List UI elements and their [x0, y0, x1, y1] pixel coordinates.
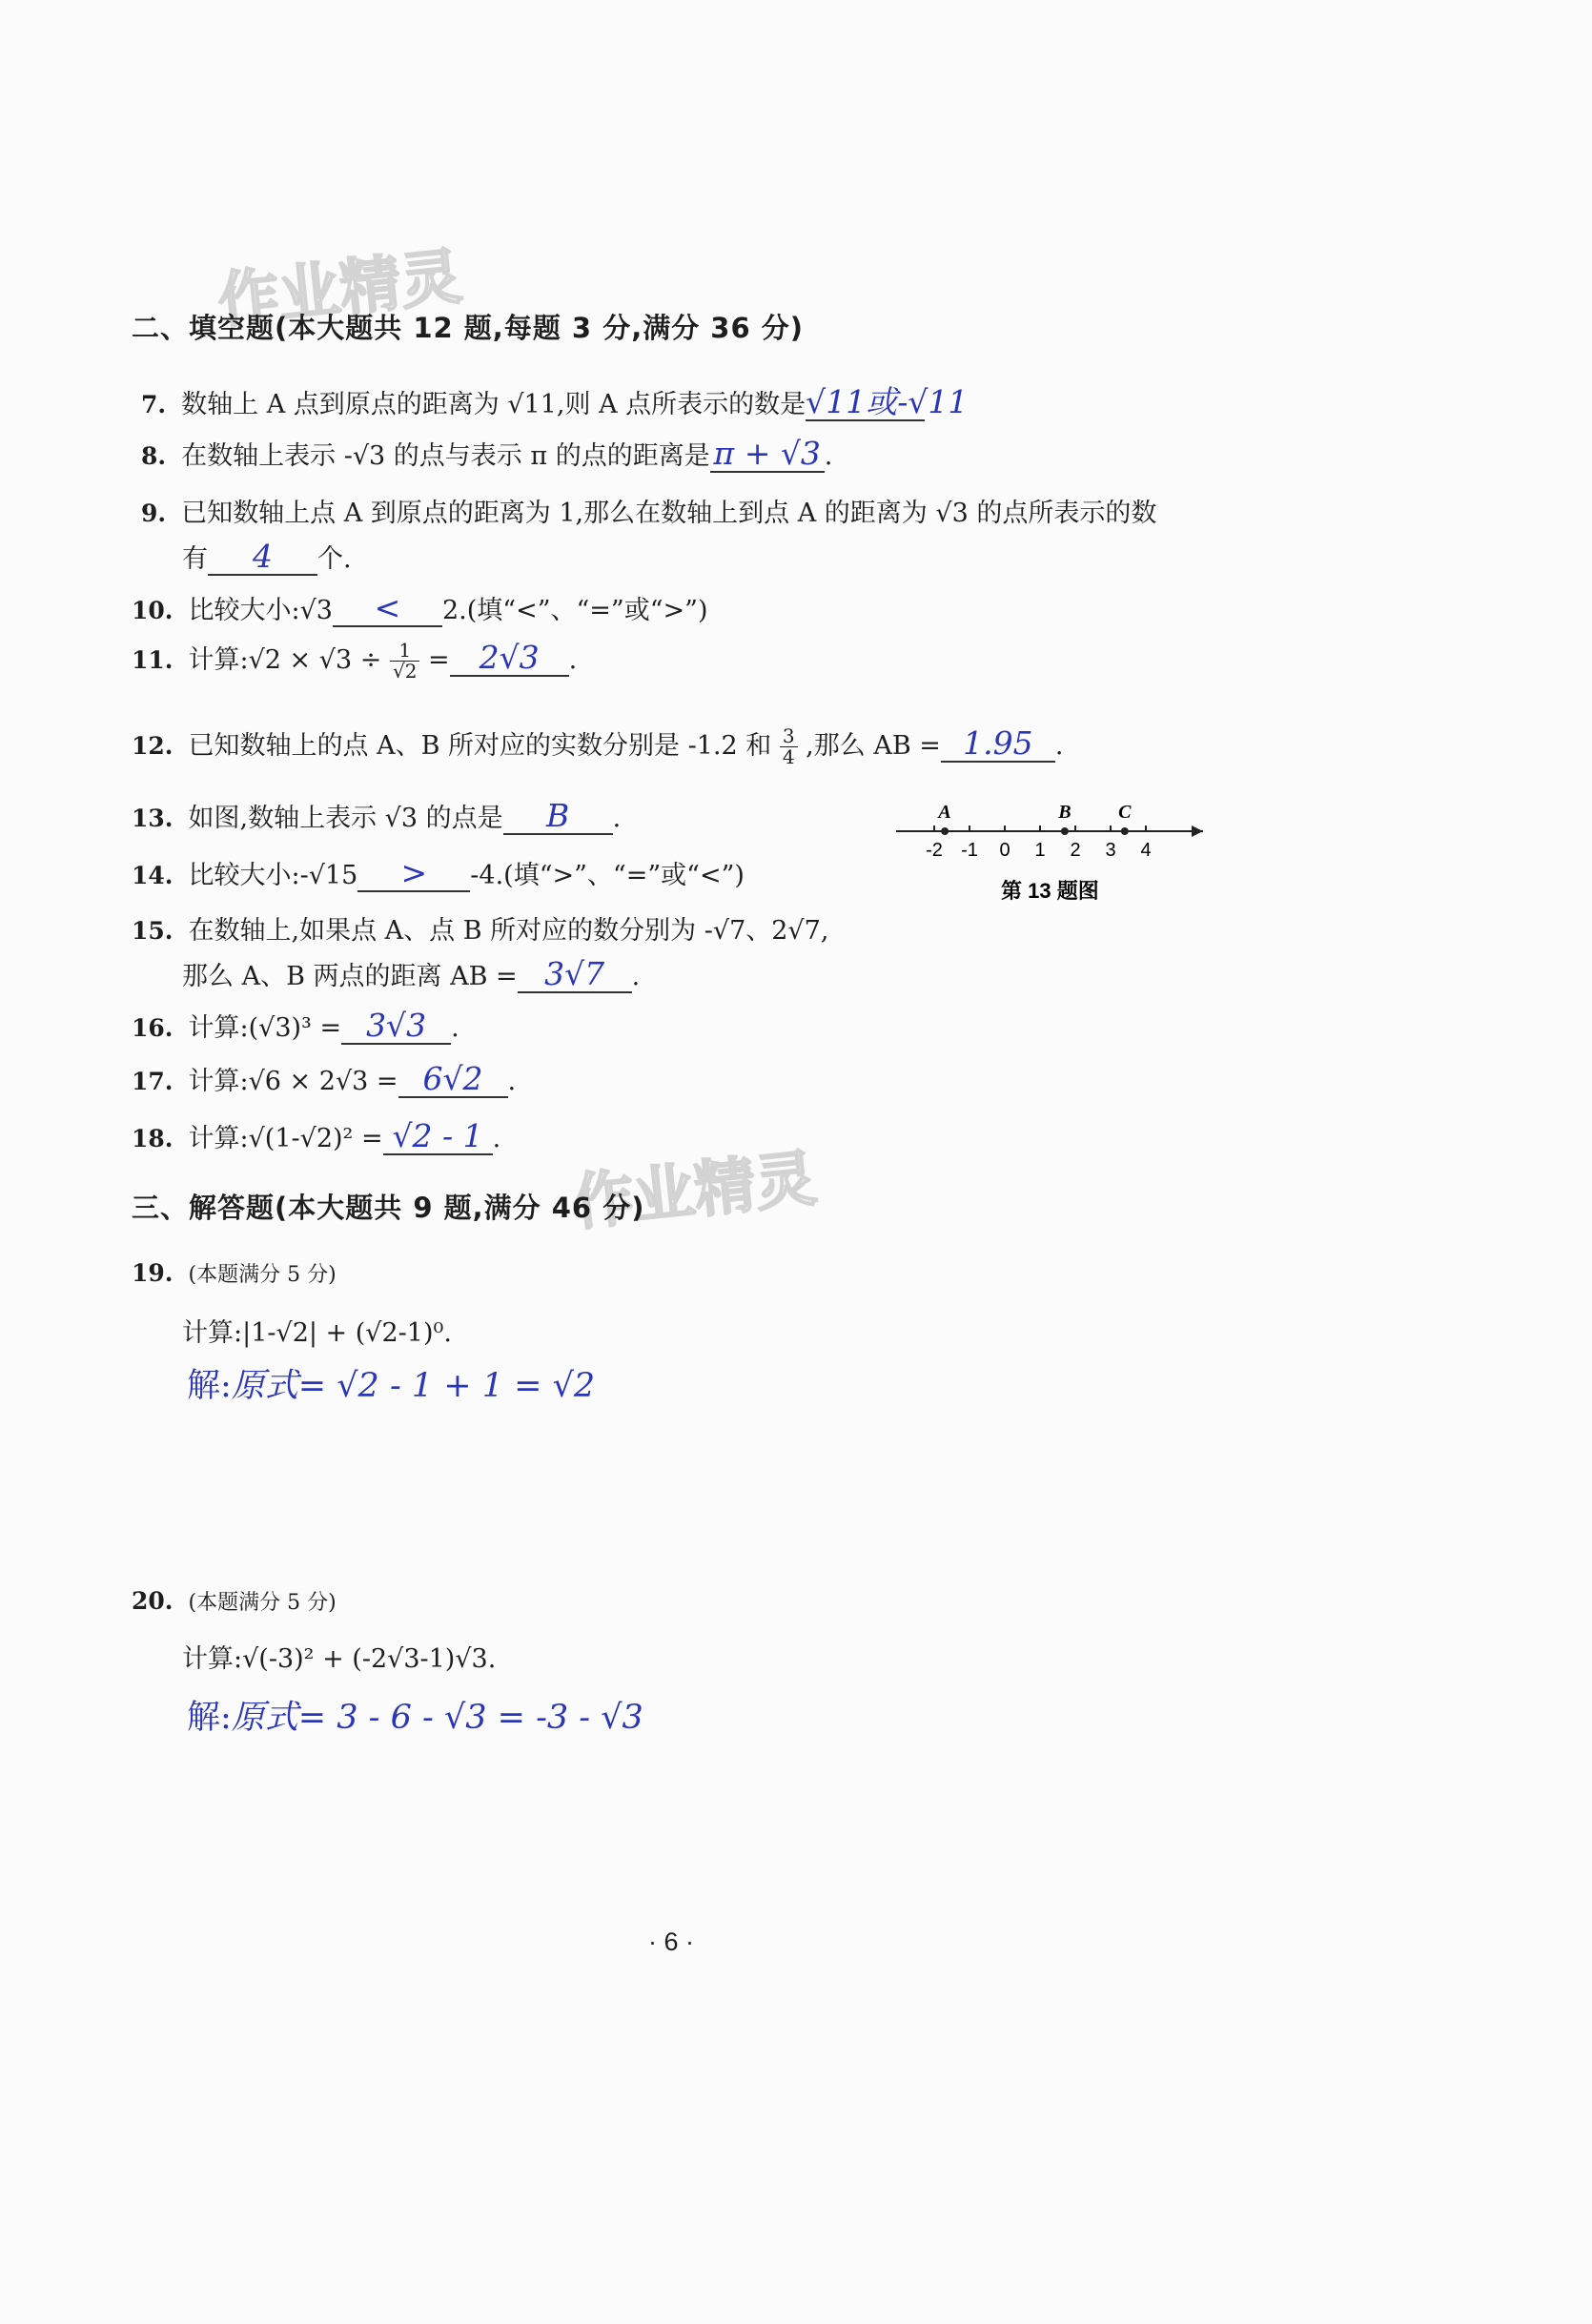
- question-15-line2: 那么 A、B 两点的距离 AB = 3√7 .: [182, 955, 641, 992]
- question-12-number: 12.: [132, 732, 173, 760]
- question-14-number: 14.: [132, 862, 173, 889]
- question-10-text-b: 2.(填“<”、“=”或“>”): [441, 596, 708, 625]
- question-9-line2: [182, 538, 352, 576]
- question-14: [132, 854, 745, 892]
- question-15-answer: 3√7: [544, 955, 605, 992]
- question-16-blank: [341, 1009, 451, 1045]
- question-14-blank: [357, 856, 470, 892]
- question-11: 11. 计算:√2 × √3 ÷ $\frac{1}{√2}$ = 2√3 .: [132, 639, 578, 683]
- question-9-text-2b: 个.: [317, 544, 352, 574]
- number-line-point-label: C: [1118, 802, 1132, 823]
- question-15-text: 在数轴上,如果点 A、点 B 所对应的数分别为 -√7、2√7,: [188, 916, 829, 946]
- question-8-blank: [710, 437, 825, 473]
- question-19-number: 19.: [132, 1259, 173, 1287]
- question-20-problem: 计算:√(-3)² + (-2√3-1)√3.: [182, 1644, 497, 1674]
- question-16-answer: 3√3: [366, 1007, 427, 1044]
- question-8-answer: π + √3: [713, 435, 821, 472]
- question-19-solution: [187, 1359, 595, 1407]
- question-9-text: 已知数轴上点 A 到原点的距离为 1,那么在数轴上到点 A 的距离为 √3 的点所表示的数: [181, 499, 1157, 528]
- question-20-solution-lead: 解:: [187, 1699, 232, 1737]
- question-17: 17. 计算:√6 × 2√3 = 6√2 .: [132, 1060, 517, 1097]
- question-14-text-a: 比较大小:-√15: [188, 861, 358, 890]
- question-15: [132, 909, 828, 947]
- question-10-blank: [333, 591, 442, 627]
- question-17-answer: 6√2: [422, 1060, 483, 1097]
- question-20-number: 20.: [132, 1587, 173, 1615]
- number-line-point: [1061, 827, 1069, 835]
- question-12: 12. 已知数轴上的点 A、B 所对应的实数分别是 -1.2 和 $\frac{3}{4}$ ,那么 AB = 1.95 .: [132, 724, 1064, 768]
- question-12-text-b: ,那么 AB =: [806, 731, 941, 761]
- question-7-answer: √11或-√11: [806, 383, 969, 420]
- section-3-title: 三、解答题(本大题共 9 题,满分 46 分): [132, 1192, 645, 1224]
- watermark-middle: 作业精灵: [569, 1143, 820, 1240]
- question-17-text: 计算:√6 × 2√3 =: [188, 1067, 398, 1096]
- number-line-tick-label: -2: [926, 840, 943, 861]
- question-11-fraction: $\frac{1}{√2}$: [390, 641, 419, 682]
- question-18: 18. 计算:√(1-√2)² = √2 - 1 .: [132, 1117, 501, 1154]
- question-11-blank: [450, 641, 569, 677]
- question-10-answer: <: [374, 589, 401, 626]
- question-20-solution-text: 原式= 3 - 6 - √3 = -3 - √3: [231, 1699, 643, 1737]
- question-13-text: 如图,数轴上表示 √3 的点是: [188, 804, 503, 833]
- question-17-number: 17.: [132, 1068, 173, 1095]
- question-8-number: 8.: [141, 442, 167, 470]
- watermark-top: 作业精灵: [214, 241, 465, 338]
- number-line-tick-label: 0: [999, 840, 1010, 861]
- question-19-score: (本题满分 5 分): [188, 1263, 337, 1287]
- question-9-number: 9.: [141, 499, 167, 527]
- question-20-score: (本题满分 5 分): [188, 1591, 337, 1615]
- question-13: 13. 如图,数轴上表示 √3 的点是 B .: [132, 797, 622, 834]
- question-14-answer: >: [400, 854, 428, 891]
- question-9-answer: 4: [253, 538, 273, 575]
- number-line-point-label: A: [938, 802, 951, 823]
- question-12-fraction: $\frac{3}{4}$: [780, 726, 798, 767]
- question-19-solution-lead: 解:: [187, 1367, 232, 1405]
- question-20-solution: [187, 1691, 643, 1739]
- question-19: [132, 1258, 337, 1288]
- question-16: 16. 计算:(√3)³ = 3√3 .: [132, 1007, 459, 1044]
- question-19-problem: 计算:|1-√2| + (√2-1)⁰.: [182, 1318, 452, 1348]
- question-7-number: 7.: [141, 391, 167, 418]
- number-line-tick-label: 2: [1070, 840, 1081, 861]
- question-14-text-b: -4.(填“>”、“=”或“<”): [470, 861, 745, 890]
- question-10-text-a: 比较大小:√3: [188, 596, 333, 625]
- question-13-blank: [503, 799, 613, 835]
- figure-13-number-line: [887, 782, 1211, 925]
- number-line-point-label: B: [1058, 802, 1072, 823]
- number-line-tick-label: 4: [1140, 840, 1152, 861]
- question-17-blank: [398, 1062, 508, 1098]
- question-7: [141, 383, 969, 421]
- question-15-number: 15.: [132, 917, 173, 945]
- question-11-text-b: =: [428, 645, 450, 675]
- page-number: · 6 ·: [648, 1927, 695, 1956]
- question-11-number: 11.: [132, 646, 173, 674]
- question-13-answer: B: [546, 797, 570, 834]
- question-7-text: 数轴上 A 点到原点的距离为 √11,则 A 点所表示的数是: [181, 390, 806, 419]
- number-line-tick-label: 1: [1034, 840, 1046, 861]
- question-18-blank: [383, 1119, 493, 1155]
- question-8: 8. 在数轴上表示 -√3 的点与表示 π 的点的距离是 π + √3 .: [141, 435, 833, 472]
- question-13-number: 13.: [132, 805, 173, 832]
- question-19-solution-text: 原式= √2 - 1 + 1 = √2: [231, 1367, 596, 1405]
- number-line-tick-label: -1: [961, 840, 978, 861]
- question-16-text: 计算:(√3)³ =: [188, 1013, 342, 1043]
- question-8-text: 在数轴上表示 -√3 的点与表示 π 的点的距离是: [181, 441, 710, 471]
- question-11-text-a: 计算:√2 × √3 ÷: [188, 645, 382, 675]
- number-line-tick-label: 3: [1105, 840, 1116, 861]
- question-10: [132, 589, 708, 627]
- section-2-title: 二、填空题(本大题共 12 题,每题 3 分,满分 36 分): [132, 312, 805, 344]
- question-11-answer: 2√3: [479, 639, 540, 676]
- question-18-number: 18.: [132, 1125, 173, 1152]
- question-20: [132, 1586, 337, 1616]
- question-12-answer: 1.95: [963, 724, 1033, 762]
- question-18-answer: √2 - 1: [392, 1117, 483, 1154]
- number-line-arrow: [1192, 826, 1203, 837]
- question-16-number: 16.: [132, 1014, 173, 1042]
- question-9-blank: [208, 540, 317, 576]
- question-9: [141, 492, 1156, 529]
- question-15-blank: [518, 957, 632, 993]
- question-12-blank: [941, 726, 1055, 763]
- question-12-text-a: 已知数轴上的点 A、B 所对应的实数分别是 -1.2 和: [188, 731, 772, 761]
- question-18-text: 计算:√(1-√2)² =: [188, 1124, 383, 1153]
- figure-13-caption: 第 13 题图: [1001, 879, 1099, 903]
- number-line-point: [1121, 827, 1129, 835]
- number-line-point: [941, 827, 949, 835]
- question-15-text-2: 那么 A、B 两点的距离 AB =: [182, 962, 518, 991]
- question-9-text-2a: 有: [182, 544, 208, 574]
- question-10-number: 10.: [132, 597, 173, 624]
- question-7-blank: [806, 383, 969, 421]
